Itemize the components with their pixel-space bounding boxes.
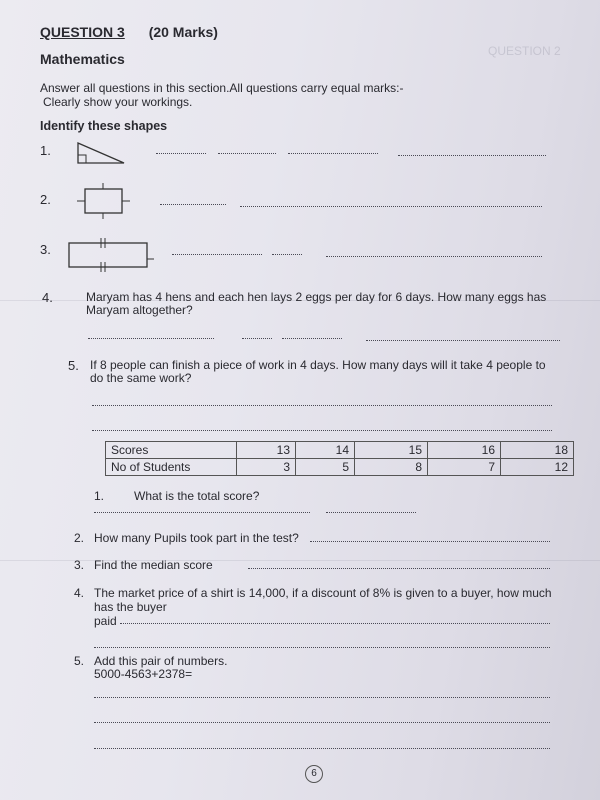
table-cell: 7 xyxy=(428,459,501,476)
answer-line xyxy=(92,405,552,406)
answer-line xyxy=(94,748,550,749)
sub-question-1-number: 1. xyxy=(94,489,105,503)
answer-line xyxy=(366,340,560,341)
sub-question-5-expression: 5000-4563+2378= xyxy=(94,667,193,681)
question-4-text: Maryam has 4 hens and each hen lays 2 eggs per day for 6 days. How many eggs has xyxy=(86,290,547,304)
answer-line xyxy=(282,338,342,339)
answer-line xyxy=(94,697,550,698)
square-icon xyxy=(75,182,133,220)
table-cell: 16 xyxy=(428,442,501,459)
answer-line xyxy=(120,623,550,624)
table-row xyxy=(106,459,574,476)
question-5-text-2: do the same work? xyxy=(90,371,192,385)
sub-question-5-text: Add this pair of numbers. xyxy=(94,654,228,668)
answer-line xyxy=(172,254,262,255)
question-number: QUESTION 3 xyxy=(40,24,125,40)
table-row xyxy=(106,442,574,459)
sub-question-3-text: Find the median score xyxy=(94,558,213,572)
answer-line xyxy=(310,541,550,542)
show-through-text: QUESTION 2 xyxy=(488,44,561,58)
table-cell: 14 xyxy=(296,442,355,459)
sub-question-5-number: 5. xyxy=(74,654,85,668)
answer-line xyxy=(398,155,546,156)
instruction-line-2: Clearly show your workings. xyxy=(43,95,193,109)
answer-line xyxy=(240,206,542,207)
rectangle-icon xyxy=(64,233,156,275)
fold-crease xyxy=(0,560,600,561)
sub-question-4-text: The market price of a shirt is 14,000, if a discount of 8% is given to a buyer, how much xyxy=(94,586,552,600)
answer-line xyxy=(88,338,214,339)
shape-1-number: 1. xyxy=(40,143,51,158)
sub-question-2-number: 2. xyxy=(74,531,85,545)
table-cell: 15 xyxy=(355,442,428,459)
table-cell: 12 xyxy=(501,459,574,476)
subject-title: Mathematics xyxy=(40,51,125,67)
page-number: 6 xyxy=(305,765,323,783)
table-cell: 18 xyxy=(501,442,574,459)
answer-line xyxy=(94,722,550,723)
table-cell: 8 xyxy=(355,459,428,476)
answer-line xyxy=(92,430,552,431)
answer-line xyxy=(242,338,272,339)
sub-question-4-text-2: has the buyer xyxy=(94,600,167,614)
answer-line xyxy=(248,568,550,569)
table-cell: 5 xyxy=(296,459,355,476)
answer-line xyxy=(326,256,542,257)
question-marks: (20 Marks) xyxy=(148,24,218,40)
answer-line xyxy=(156,153,206,154)
shape-3-number: 3. xyxy=(40,242,51,257)
identify-heading: Identify these shapes xyxy=(40,119,168,133)
table-cell: 3 xyxy=(237,459,296,476)
table-cell: 13 xyxy=(237,442,296,459)
sub-question-2-text: How many Pupils took part in the test? xyxy=(94,531,299,545)
sub-question-3-number: 3. xyxy=(74,558,85,572)
answer-line xyxy=(160,204,226,205)
question-4-text-2: Maryam altogether? xyxy=(86,303,193,317)
answer-line xyxy=(288,153,378,154)
question-5-text: If 8 people can finish a piece of work in 4 days. How many days will it take 4 people to xyxy=(90,358,546,372)
right-triangle-icon xyxy=(76,140,128,166)
answer-line xyxy=(272,254,302,255)
sub-question-1-text: What is the total score? xyxy=(134,489,260,503)
question-header xyxy=(40,24,218,40)
shape-2-number: 2. xyxy=(40,192,51,207)
answer-line xyxy=(218,153,276,154)
answer-line xyxy=(94,512,310,513)
sub-question-4-number: 4. xyxy=(74,586,85,600)
sub-question-4-text-3: paid xyxy=(94,614,117,628)
question-4-number: 4. xyxy=(42,290,53,305)
answer-line xyxy=(326,512,416,513)
row-label: No of Students xyxy=(106,459,237,476)
instruction-line-1: Answer all questions in this section.All questions carry equal marks:- xyxy=(40,81,404,95)
row-label: Scores xyxy=(106,442,237,459)
answer-line xyxy=(94,647,550,648)
question-5-number: 5. xyxy=(68,358,79,373)
scores-table xyxy=(105,441,574,476)
